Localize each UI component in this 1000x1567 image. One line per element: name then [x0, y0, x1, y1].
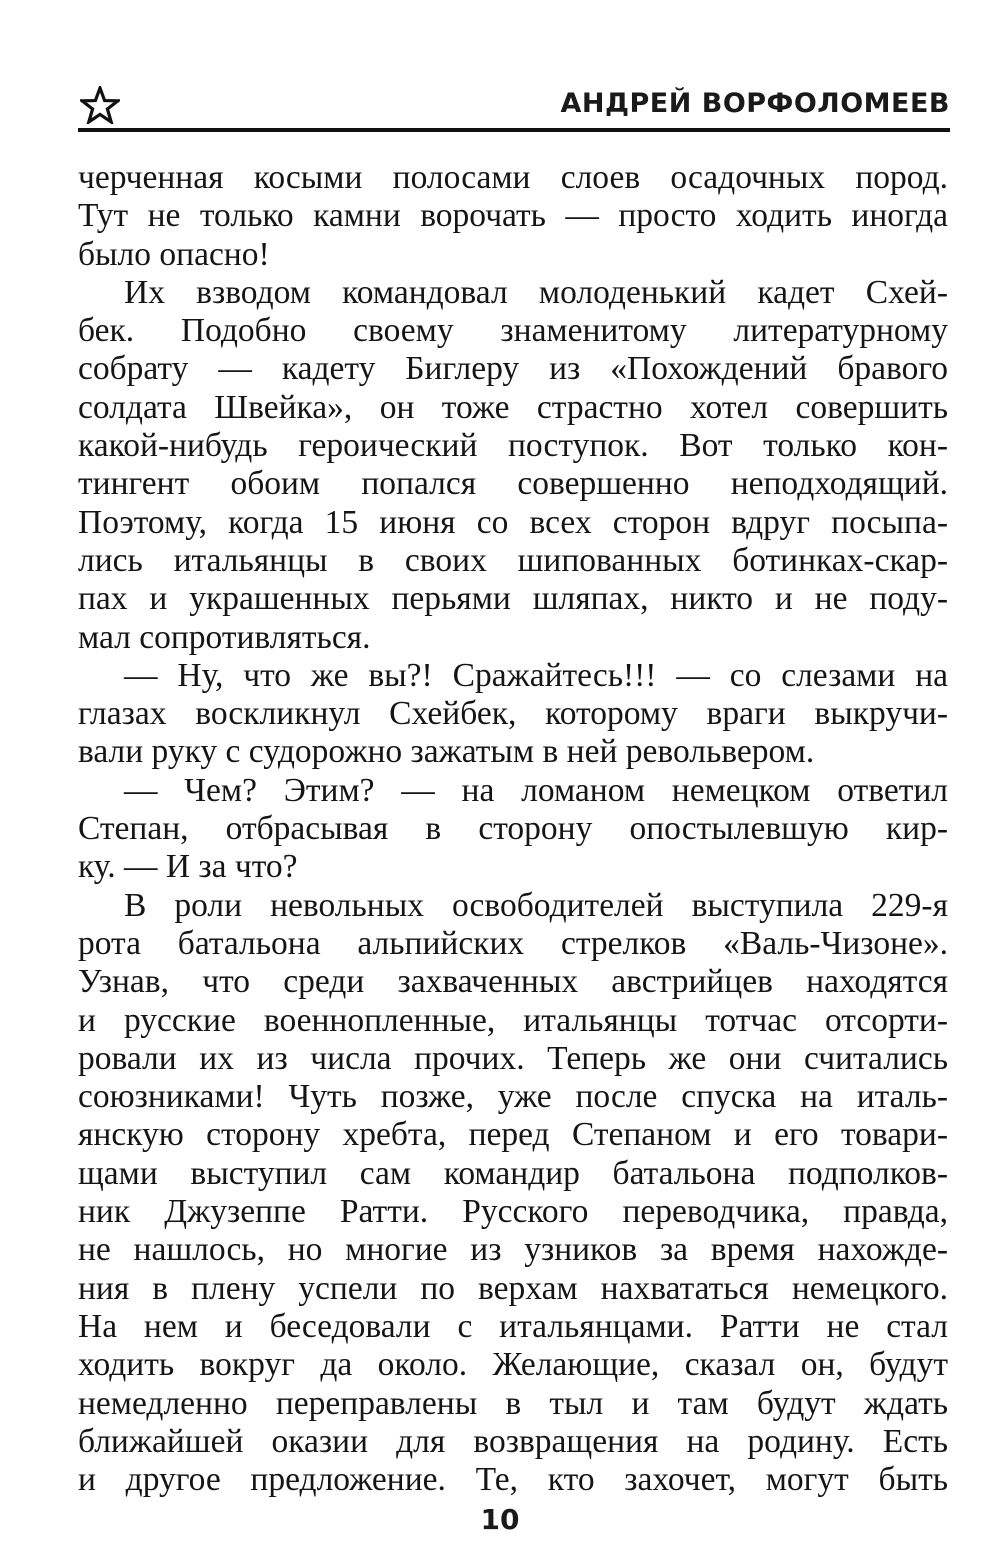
- text-line: какой-нибудь героический поступок. Вот только кон-: [78, 427, 948, 465]
- text-line: ник Джузеппе Ратти. Русского переводчика, правда,: [78, 1193, 948, 1231]
- text-line: лись итальянцы в своих шипованных ботинках-скар-: [78, 541, 948, 579]
- text-line: щами выступил сам командир батальона подполков-: [78, 1154, 948, 1192]
- text-line: В роли невольных освободителей выступила 229-я: [124, 886, 948, 924]
- text-line: — Ну, что же вы?! Сражайтесь!!! — со слезами на: [124, 656, 948, 694]
- star-icon: [80, 86, 120, 124]
- text-line: рота батальона альпийских стрелков «Валь-Чизоне».: [78, 924, 948, 962]
- text-line: черченная косыми полосами слоев осадочных пород.: [78, 159, 948, 196]
- text-line: Поэтому, когда 15 июня со всех сторон вдруг посыпа-: [78, 503, 948, 541]
- author-name: АНДРЕЙ ВОРФОЛОМЕЕВ: [560, 88, 950, 119]
- text-line: немедленно переправлены в тыл и там будут ждать: [78, 1384, 948, 1422]
- text-line: и другое предложение. Те, кто захочет, могут быть: [78, 1461, 948, 1499]
- text-line: На нем и беседовали с итальянцами. Ратти не стал: [78, 1307, 948, 1345]
- text-line: ния в плену успели по верхам нахвататься немецкого.: [78, 1269, 948, 1307]
- page-number: 10: [480, 1503, 520, 1536]
- running-header: [78, 78, 950, 132]
- text-line: ближайшей оказии для возвращения на родину. Есть: [78, 1422, 948, 1460]
- text-line: глазах воскликнул Схейбек, которому враги выкручи-: [78, 695, 948, 733]
- text-line: ходить вокруг да около. Желающие, сказал он, будут: [78, 1346, 948, 1384]
- text-line: Их взводом командовал молоденький кадет Схей-: [124, 273, 948, 311]
- text-line: вали руку с судорожно зажатым в ней револьвером.: [78, 733, 815, 771]
- text-line: собрату — кадету Биглеру из «Похождений бравого: [78, 350, 948, 388]
- text-line: Степан, отбрасывая в сторону опостылевшую кир-: [78, 810, 948, 848]
- body-text: [78, 159, 948, 1499]
- text-line: было опасно!: [78, 235, 270, 273]
- text-line: мал сопротивляться.: [78, 618, 371, 656]
- text-line: ку. — И за что?: [78, 848, 298, 886]
- text-line: пах и украшенных перьями шляпах, никто и не поду-: [78, 580, 948, 618]
- text-line: Узнав, что среди захваченных австрийцев находятся: [78, 963, 948, 1001]
- text-line: — Чем? Этим? — на ломаном немецком ответил: [124, 771, 948, 809]
- text-line: солдата Швейка», он тоже страстно хотел совершить: [78, 388, 948, 426]
- text-line: союзниками! Чуть позже, уже после спуска на италь-: [78, 1078, 948, 1116]
- text-line: Тут не только камни ворочать — просто ходить иногда: [78, 197, 948, 235]
- text-line: и русские военнопленные, итальянцы тотчас отсорти-: [78, 1001, 948, 1039]
- text-line: бек. Подобно своему знаменитому литературному: [78, 312, 948, 350]
- text-line: ровали их из числа прочих. Теперь же они считались: [78, 1039, 948, 1077]
- text-line: тингент обоим попался совершенно неподходящий.: [78, 465, 948, 503]
- text-line: янскую сторону хребта, перед Степаном и его товари-: [78, 1116, 948, 1154]
- text-line: не нашлось, но многие из узников за время нахожде-: [78, 1231, 948, 1269]
